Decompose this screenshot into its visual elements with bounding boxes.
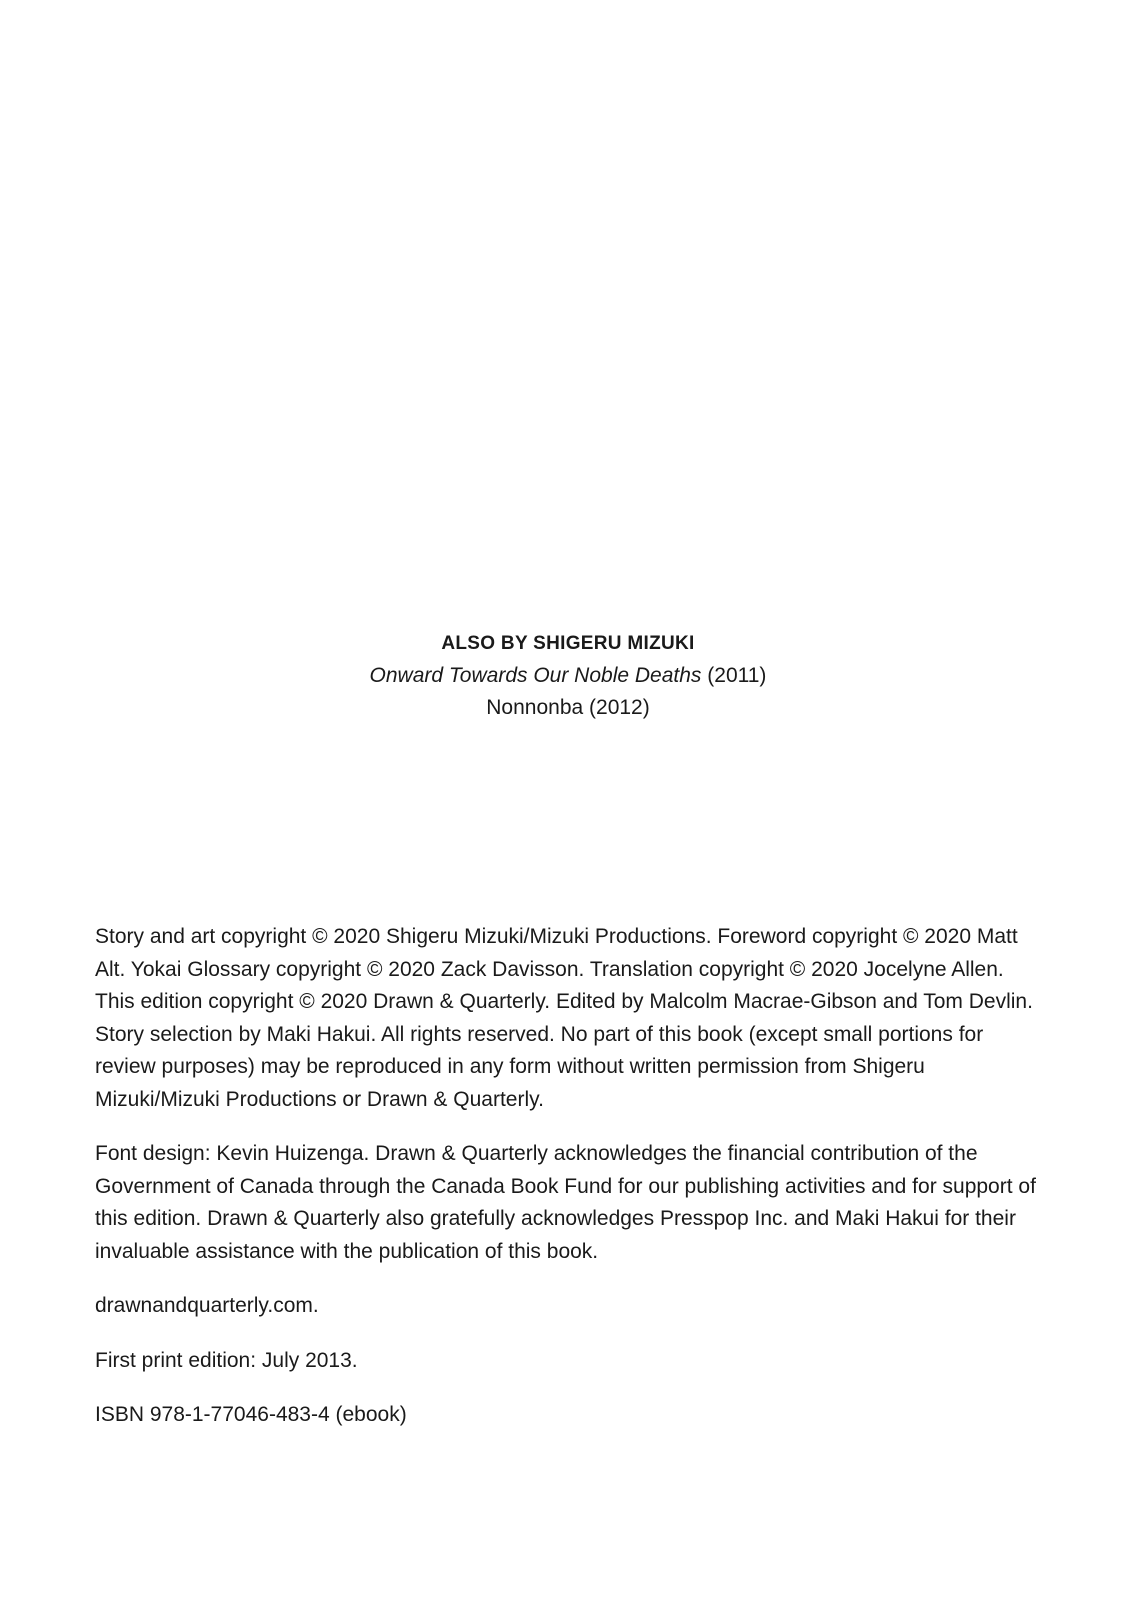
book-year: (2011) [707,664,767,687]
also-by-heading: ALSO BY SHIGERU MIZUKI [441,633,695,654]
book-title: Onward Towards Our Noble Deaths [369,664,702,687]
book-entry [0,692,1136,724]
copyright-section [95,921,1041,1432]
also-by-section [0,628,1136,724]
book-title: Nonnonba [486,696,584,719]
first-print-edition: First print edition: July 2013. [95,1348,358,1372]
acknowledgements-paragraph: Font design: Kevin Huizenga. Drawn & Quarterly acknowledges the financial contribution of the Government of Canada through the Canada Book Fund for our publishing activities and for support of this edition. Drawn & Quarterly also gratefully acknowledges Presspop Inc. and Maki Hakui for their invaluable assistance with the publication of this book. [95,1142,1036,1263]
book-entry [0,660,1136,692]
isbn: ISBN 978-1-77046-483-4 (ebook) [95,1403,407,1426]
copyright-paragraph: Story and art copyright © 2020 Shigeru Mizuki/Mizuki Productions. Foreword copyright © 2020 Matt Alt. Yokai Glossary copyright © 2020 Zack Davisson. Translation copyright © 2020 Jocelyne Allen. This edition copyright © 2020 Drawn & Quarterly. Edited by Malcolm Macrae-Gibson and Tom Devlin. Story selection by Maki Hakui. All rights reserved. No part of this book (except small portions for review purposes) may be reproduced in any form without written permission from Shigeru Mizuki/Mizuki Productions or Drawn & Quarterly. [95,925,1033,1111]
book-year: (2012) [589,696,650,719]
website-link[interactable]: drawnandquarterly.com. [95,1294,319,1317]
